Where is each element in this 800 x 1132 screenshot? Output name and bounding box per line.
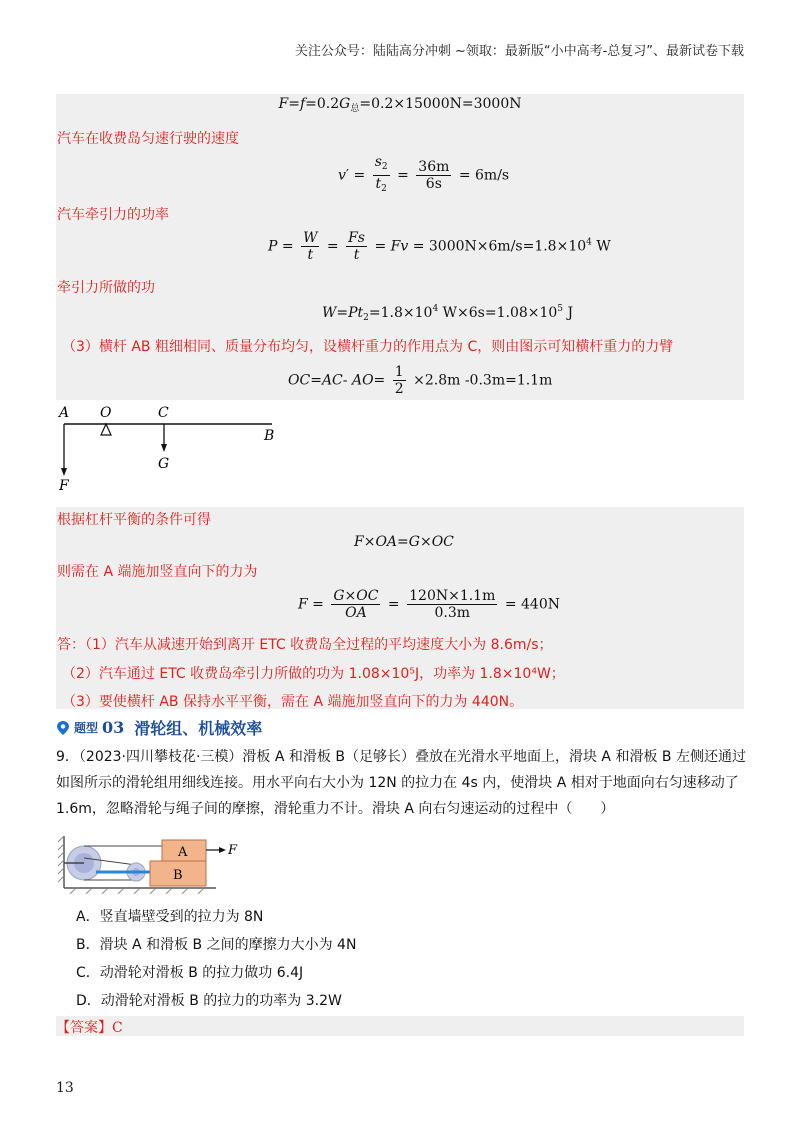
answer-label: 【答案】 xyxy=(56,1020,112,1036)
answer-bar xyxy=(56,1016,744,1036)
equation-work: $W=Pt_2=1.8\times 10^4$ $W\times 6s=1.08\times 10^5$ J xyxy=(322,304,574,323)
answer-line-2: （2）汽车通过 ETC 收费岛牵引力所做的功为 1.08×10⁵J，功率为 1.8×10⁴W； xyxy=(62,666,565,682)
label-force-a: 则需在 A 端施加竖直向下的力为 xyxy=(57,564,258,580)
answer xyxy=(56,1017,123,1037)
force-arrowhead xyxy=(219,847,226,853)
question-text: 9．（2023·四川攀枝花·三模）滑板 A 和滑板 B（足够长）叠放在光滑水平地面上，滑块 A 和滑板 B 左侧还通过如图所示的滑轮组用细线连接。用水平向右大小为 12N 的拉力在 4s 内，使滑块 A 相对于地面向右匀速移动了 1.6m，忽略滑轮与绳子间的摩擦，滑轮重力不计。滑块 A 向右匀速运动的过程中（ ） xyxy=(56,749,746,817)
section-title: 滑轮组、机械效率 xyxy=(134,719,263,738)
option-c: C．动滑轮对滑板 B 的拉力做功 6.4J xyxy=(76,965,304,981)
gravity-arrowhead xyxy=(161,444,167,452)
fig-label-b: B xyxy=(173,868,183,883)
wall-hatch xyxy=(58,836,64,882)
force-f-arrowhead xyxy=(61,468,67,476)
label-lever: （3）横杆 AB 粗细相同、质量分布均匀，设横杆重力的作用点为 C，则由图示可知横杆重力的力臂 xyxy=(62,339,674,355)
label-f: F xyxy=(59,478,69,494)
section-tag: 题型 xyxy=(74,721,99,735)
fig-label-f: F xyxy=(228,843,238,858)
section-heading xyxy=(56,716,262,739)
option-b: B．滑块 A 和滑板 B 之间的摩擦力大小为 4N xyxy=(76,937,357,953)
ground-hatch xyxy=(70,888,204,894)
equation-force-a: F = $\frac{G\times OC}{OA}$ = $\frac{120N\times 1.1m}{0.3m}$ = 440N xyxy=(298,588,560,621)
equation-force: $F=f=0.2G_总=0.2\times 15000N=3000N$ xyxy=(278,96,522,114)
label-c: C xyxy=(158,405,169,421)
section-number: 03 xyxy=(102,718,125,737)
equation-balance: F×OA=G×OC xyxy=(354,534,454,550)
equation-speed: v′ = $\frac{s_2}{t_2}$ = $\frac{36m}{6s}$ = 6m/s xyxy=(338,154,510,194)
label-b: B xyxy=(264,428,275,444)
label-g: G xyxy=(158,456,170,472)
label-work: 牵引力所做的功 xyxy=(57,280,155,296)
label-a: A xyxy=(59,405,70,421)
page-header: 关注公众号：陆陆高分冲刺 ~领取：最新版“小中高考-总复习”、最新试卷下载 xyxy=(294,44,744,59)
option-a: A．竖直墙壁受到的拉力为 8N xyxy=(76,909,264,925)
equation-power: P = $\frac{W}{t}$ = $\frac{Fs}{t}$ = $Fv = 3000N\times 6m/s=1.8\times 10^4$ W xyxy=(268,230,611,263)
equation-oc: OC=AC- AO= $\frac{1}{2}$ ×2.8m -0.3m=1.1m xyxy=(288,364,553,397)
answer-value: C xyxy=(112,1020,123,1036)
pulley-figure xyxy=(56,832,256,894)
label-o: O xyxy=(100,405,112,421)
location-pin-icon xyxy=(56,720,70,736)
fig-label-a: A xyxy=(178,845,188,860)
answer-line-3: （3）要使横杆 AB 保持水平平衡，需在 A 端施加竖直向下的力为 440N。 xyxy=(62,694,524,710)
lever-diagram xyxy=(50,402,290,494)
label-balance: 根据杠杆平衡的条件可得 xyxy=(57,512,211,528)
label-power: 汽车牵引力的功率 xyxy=(57,207,169,223)
answer-line-1: 答：（1）汽车从减速开始到离开 ETC 收费岛全过程的平均速度大小为 8.6m/s； xyxy=(57,637,553,653)
fulcrum xyxy=(101,424,111,435)
label-speed: 汽车在收费岛匀速行驶的速度 xyxy=(57,131,239,147)
option-d: D．动滑轮对滑板 B 的拉力的功率为 3.2W xyxy=(76,993,342,1009)
page-number: 13 xyxy=(56,1080,74,1096)
